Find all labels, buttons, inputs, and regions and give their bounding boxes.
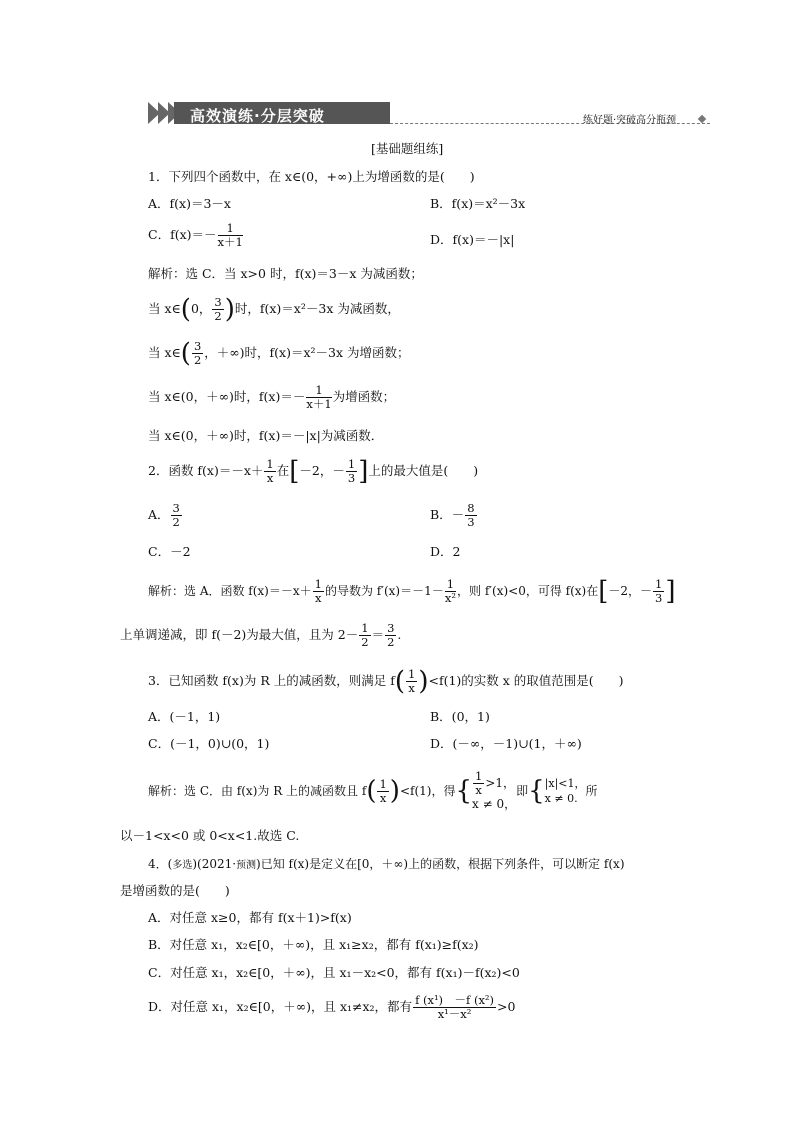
- fraction: [473, 770, 484, 797]
- denominator: x: [315, 591, 322, 606]
- q4-option-b: B．对任意 x₁，x₂∈[0，＋∞)，且 x₁≥x₂，都有 f(x₁)≥f(x₂): [148, 937, 479, 952]
- text: 解析：选 A．函数 f(x)＝－x＋: [148, 584, 312, 599]
- text: ＝: [371, 627, 385, 643]
- q4-stem-line2: 是增函数的是( ): [120, 883, 230, 898]
- q3-option-a: A．(－1，1): [148, 709, 221, 724]
- text: 在: [276, 463, 290, 479]
- text: ，＋∞)时，f(x)＝x²－3x 为增函数；: [204, 345, 410, 361]
- q1-option-a: A．f(x)＝3－x: [148, 196, 231, 211]
- text: >1，: [485, 776, 516, 791]
- numerator: 3: [172, 501, 180, 515]
- q4-option-c: C．对任意 x₁，x₂∈[0，＋∞)，且 x₁－x₂<0，都有 f(x₁)－f(x₂)<0: [148, 965, 520, 980]
- denominator: x: [379, 791, 387, 806]
- text: )(2021·: [192, 857, 237, 871]
- denominator: x²: [444, 591, 456, 606]
- denominator: 2: [193, 353, 202, 368]
- text: D．对任意 x₁，x₂∈[0，＋∞)，且 x₁≠x₂，都有: [148, 999, 413, 1015]
- q1-solution-line5: 当 x∈(0，＋∞)时，f(x)＝－|x|为减函数．: [148, 428, 384, 443]
- text: 所: [585, 784, 598, 799]
- q1-stem: 1．下列四个函数中，在 x∈(0，+∞)上为增函数的是( ): [148, 169, 475, 184]
- q2-option-b: [430, 502, 478, 529]
- fraction: [313, 578, 324, 605]
- condition-system: [545, 777, 586, 806]
- numerator: 1: [347, 457, 356, 471]
- q2-solution-line2: [120, 622, 401, 649]
- section-title: [基础题组练]: [371, 141, 444, 156]
- q3-solution-line1: 解析：选 C．由 f(x)为 R 上的减函数且 f( $\frac{1}{x}$ )<f(1)，得{ $\frac{1}{x}$ >1， x ≠ 0， 即{ |x|<1， x ≠ 0. 所: [148, 769, 598, 812]
- header-tagline: 练好题·突破高分瓶颈: [583, 115, 677, 126]
- banner-title: 高效演练·分层突破: [190, 107, 325, 125]
- text: x ≠ 0，: [472, 797, 517, 812]
- q4-stem-line1: [148, 858, 625, 871]
- fraction: [212, 296, 223, 323]
- text: x ≠ 0.: [544, 791, 578, 805]
- q3-option-c: C．(－1，0)∪(0，1): [148, 736, 270, 751]
- q1-option-c: [148, 222, 244, 249]
- text: 2．函数 f(x)＝－x＋: [148, 463, 264, 479]
- fraction: [359, 622, 370, 649]
- fraction: [218, 222, 243, 249]
- fraction: [377, 778, 388, 805]
- text: .: [397, 627, 402, 643]
- numerator: 1: [379, 776, 387, 791]
- denominator: 2: [214, 309, 222, 324]
- numerator: 3: [387, 621, 395, 635]
- fraction: [264, 458, 275, 485]
- q2-stem: 2．函数 f(x)＝－x＋ $\frac{1}{x}$ 在[－2，－ $\frac{1}{3}$ ]上的最大值是( ): [148, 456, 479, 487]
- denominator: x: [475, 783, 482, 798]
- text: ，则 f′(x)<0，可得 f(x)在: [457, 584, 599, 599]
- fraction: [171, 502, 182, 529]
- fraction: [406, 668, 417, 695]
- numerator: 1: [314, 577, 322, 591]
- denominator: 2: [361, 635, 369, 650]
- text: <f(1)的实数 x 的取值范围是( ): [428, 673, 624, 689]
- text: 即: [516, 784, 529, 799]
- numerator: 1: [306, 384, 331, 398]
- fraction: [653, 578, 664, 605]
- q2-option-a: [148, 502, 183, 529]
- text: A．: [148, 507, 170, 523]
- q2-option-d: D．2: [430, 544, 461, 559]
- text: 3．已知函数 f(x)为 R 上的减函数，则满足 f: [148, 673, 395, 689]
- denominator: 3: [467, 515, 475, 530]
- fraction: [192, 340, 203, 367]
- q3-option-d: D．(－∞，－1)∪(1，＋∞): [430, 736, 582, 751]
- denominator: x¹－x²: [437, 1007, 472, 1022]
- tag-label: 多选: [172, 860, 193, 871]
- text: 当 x∈(0，＋∞)时，f(x)＝－: [148, 389, 306, 405]
- numerator: 1: [475, 769, 483, 783]
- fraction: [306, 384, 331, 411]
- section-banner: [148, 100, 388, 126]
- condition-system: [472, 770, 516, 813]
- text: 4．(: [148, 857, 173, 871]
- denominator: x: [408, 681, 415, 696]
- text: |x|<1，: [544, 777, 586, 791]
- denominator: 2: [387, 635, 395, 650]
- text: B．－: [430, 507, 465, 523]
- fraction: [465, 502, 476, 529]
- q1-solution-line3: 当 x∈( $\frac{3}{2}$ ，＋∞)时，f(x)＝x²－3x 为增函数；: [148, 338, 410, 369]
- q4-option-a: A．对任意 x≥0，都有 f(x＋1)>f(x): [148, 910, 352, 925]
- q1-solution-line1: 解析：选 C．当 x>0 时，f(x)＝3－x 为减函数；: [148, 266, 423, 281]
- text: <f(1)，得: [399, 784, 456, 799]
- diamond-icon: [698, 115, 706, 123]
- numerator: 1: [446, 577, 455, 591]
- q2-solution-line1: 解析：选 A．函数 f(x)＝－x＋ $\frac{1}{x}$ 的导数为 f′(x)＝－1－ $\frac{1}{\text{x²}}$ ，则 f′(x)<0，可得 f(x)在[－2，－ $\frac{1}{3}$ ]: [148, 576, 676, 607]
- q3-stem: 3．已知函数 f(x)为 R 上的减函数，则满足 f( $\frac{1}{x}$ )<f(1)的实数 x 的取值范围是( ): [148, 666, 624, 697]
- text: 当 x∈: [148, 301, 181, 317]
- fraction: [413, 994, 496, 1021]
- text: 0，: [190, 301, 212, 317]
- denominator: 3: [347, 471, 356, 486]
- denominator: 3: [655, 591, 663, 606]
- q4-option-d: [148, 994, 515, 1021]
- numerator: 1: [266, 457, 274, 471]
- q3-solution-line2: 以－1<x<0 或 0<x<1.故选 C.: [120, 828, 300, 843]
- fraction: [445, 578, 456, 605]
- text: >0: [497, 999, 516, 1015]
- denominator: x＋1: [306, 397, 332, 412]
- text: －2，－: [299, 463, 345, 479]
- text: 上的最大值是( ): [368, 463, 479, 479]
- text: 当 x∈: [148, 345, 181, 361]
- q1-c-text: C．f(x)＝－: [148, 227, 217, 243]
- text: )已知 f(x)是定义在[0，＋∞)上的函数，根据下列条件，可以断定 f(x): [256, 857, 625, 871]
- text: 时，f(x)＝x²－3x 为减函数，: [234, 301, 400, 317]
- q2-option-c: C．－2: [148, 544, 191, 559]
- q1-solution-line4: [148, 384, 395, 411]
- denominator: x＋1: [217, 235, 243, 250]
- numerator: 3: [214, 295, 222, 309]
- numerator: 1: [361, 621, 369, 635]
- numerator: f (x¹) －f (x²): [415, 993, 495, 1007]
- fraction: [346, 458, 357, 485]
- text: 解析：选 C．由 f(x)为 R 上的减函数且 f: [148, 784, 367, 799]
- denominator: x: [266, 471, 274, 486]
- denominator: 2: [172, 515, 180, 530]
- q1-option-b: B．f(x)＝x²－3x: [430, 196, 526, 211]
- text: 为增函数；: [332, 389, 396, 405]
- numerator: 1: [407, 667, 416, 681]
- text: －2，－: [608, 584, 653, 599]
- text: 的导数为 f′(x)＝－1－: [324, 584, 444, 599]
- text: 上单调递减，即 f(－2)为最大值，且为 2－: [120, 627, 359, 643]
- q1-solution-line2: 当 x∈(0， $\frac{3}{2}$ )时，f(x)＝x²－3x 为减函数，: [148, 294, 400, 325]
- numerator: 1: [218, 222, 243, 236]
- numerator: 8: [467, 501, 475, 515]
- fraction: [385, 622, 396, 649]
- tag-label: 预测: [236, 860, 257, 871]
- numerator: 3: [193, 339, 202, 353]
- numerator: 1: [655, 577, 663, 591]
- q3-option-b: B．(0，1): [430, 709, 490, 724]
- q1-option-d: D．f(x)＝－|x|: [430, 232, 515, 247]
